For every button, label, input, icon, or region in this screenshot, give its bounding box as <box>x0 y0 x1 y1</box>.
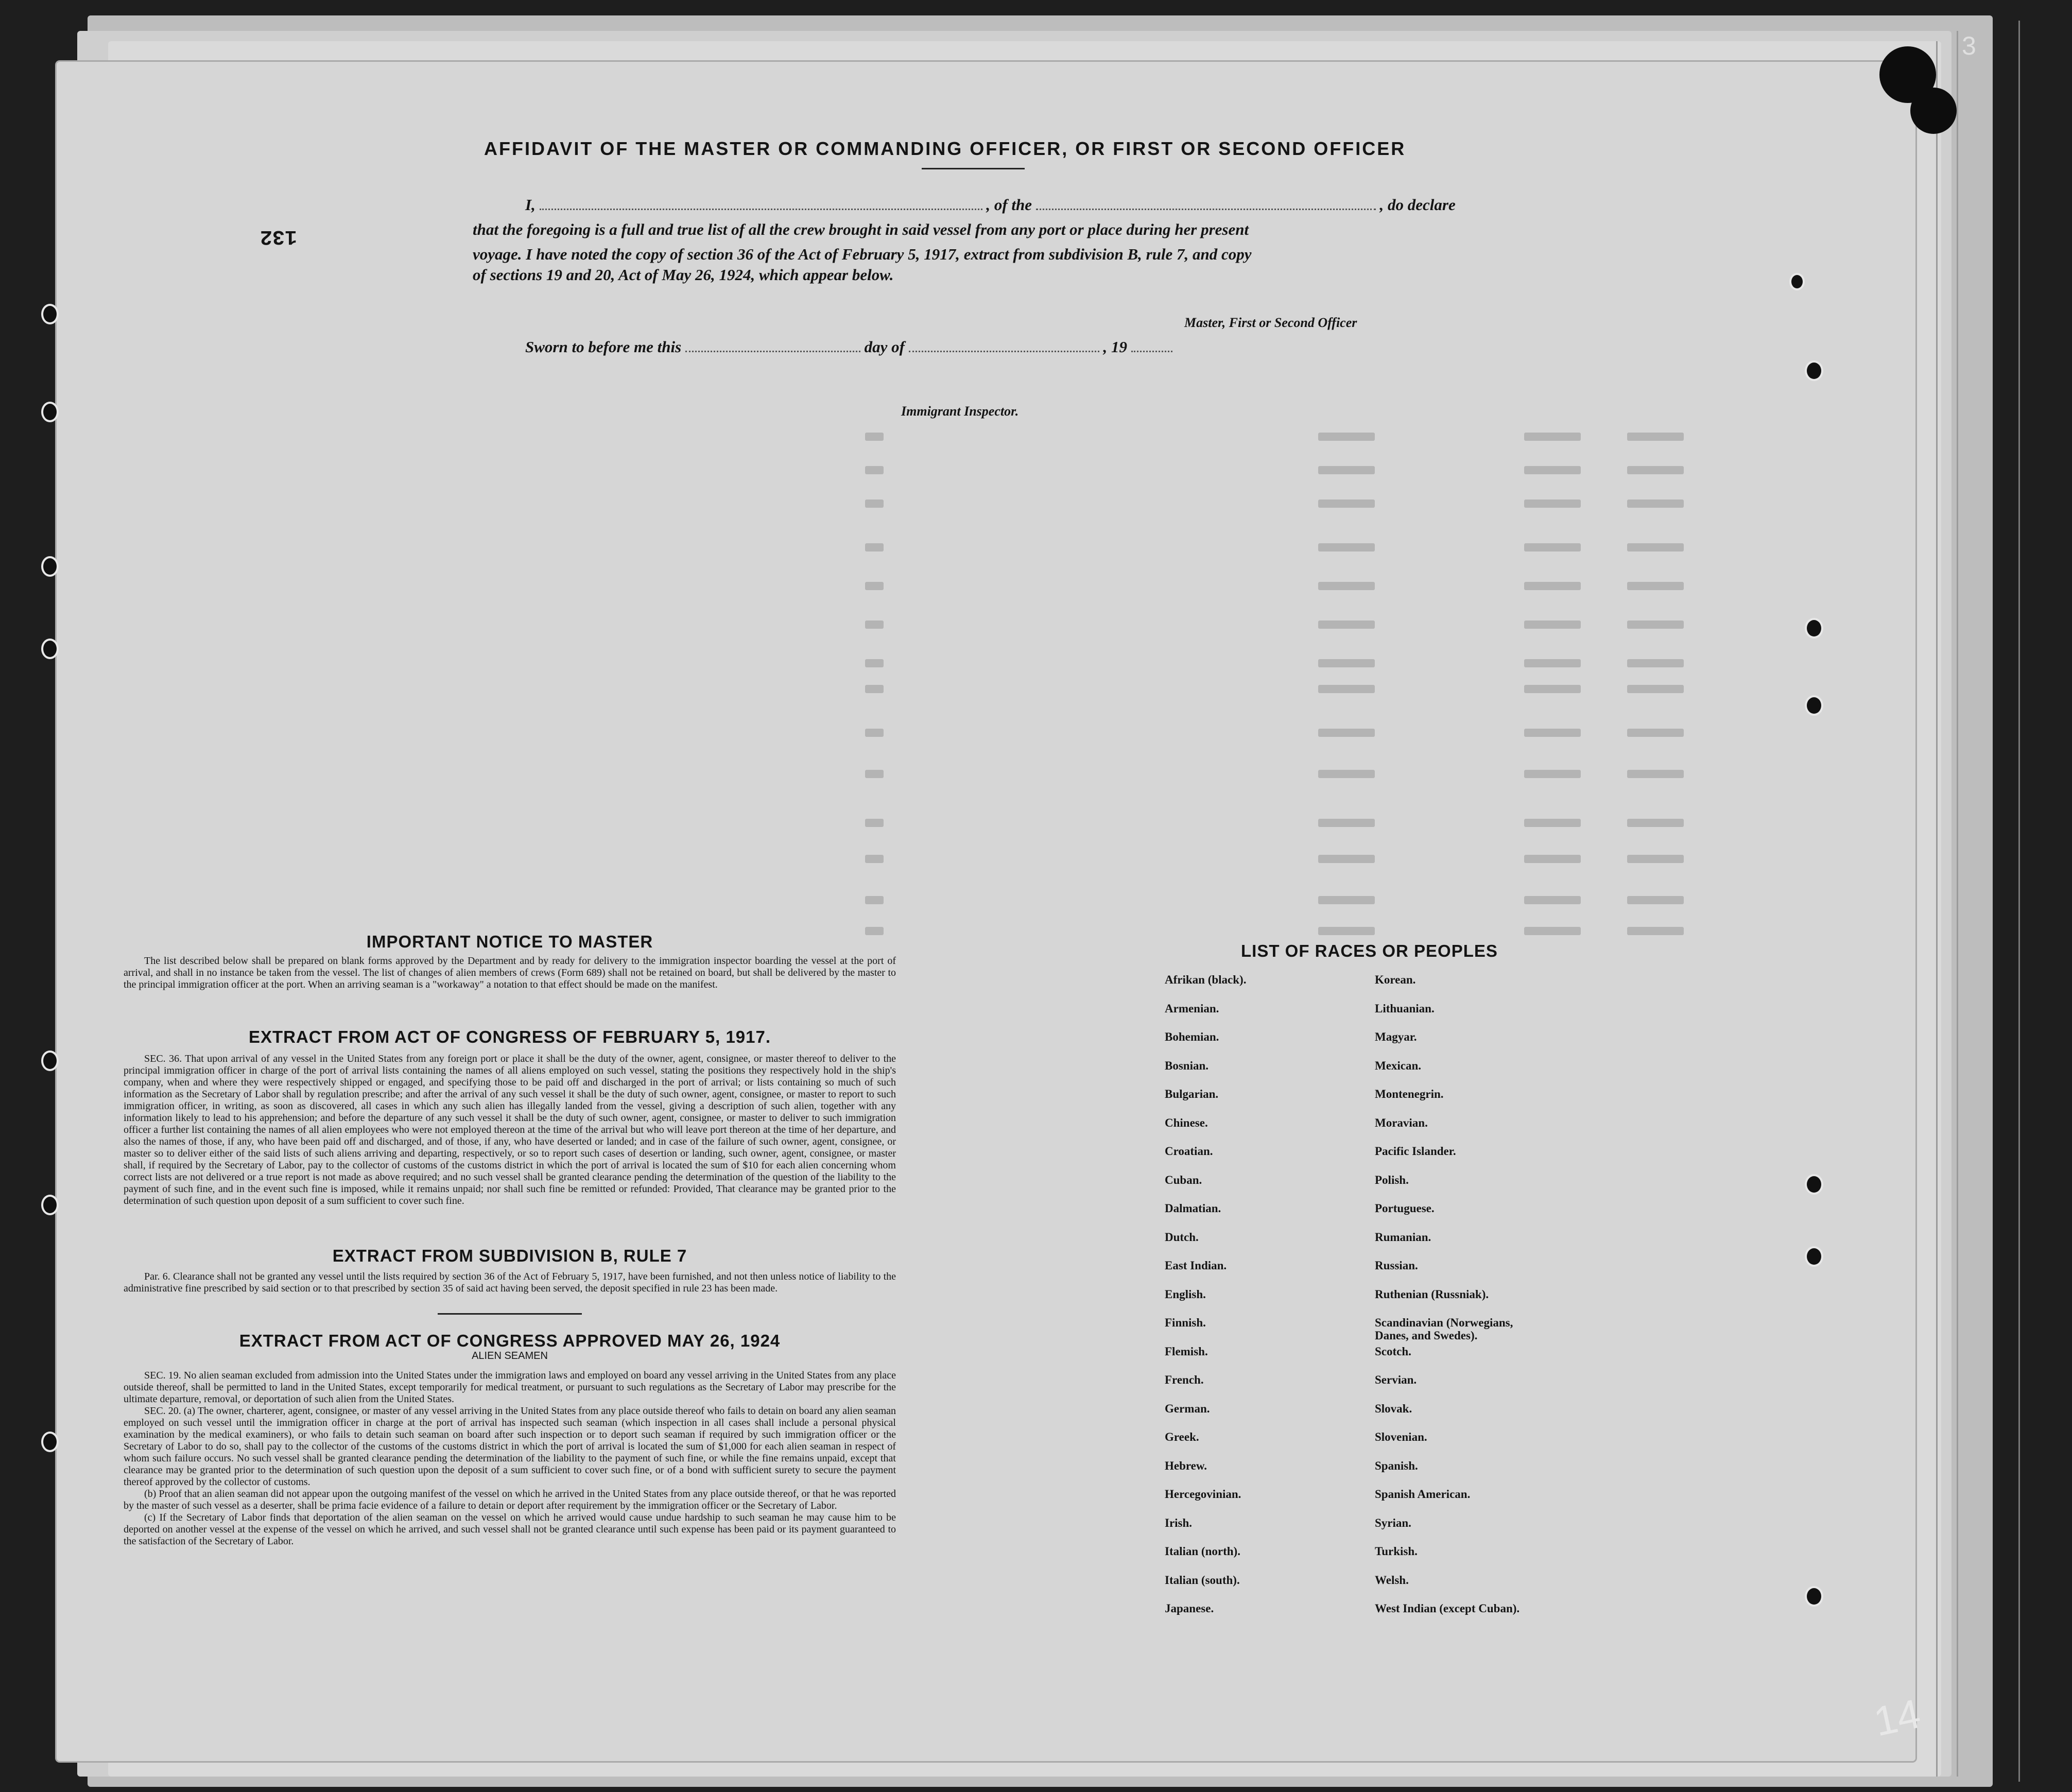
races-title: LIST OF RACES OR PEOPLES <box>1241 941 1498 960</box>
officer-signature-label: Master, First or Second Officer <box>1184 315 1357 330</box>
faded-entry-mark <box>865 543 884 552</box>
punch-hole-icon <box>1805 1246 1823 1267</box>
sec20a-text: SEC. 20. (a) The owner, charterer, agent, consignee, or master of any vessel arriving in the United States from any place outside thereof who fails to detain on board any alien seaman employed on such vessel until the immigration officer in charge at the port of arrival has inspected such seaman (which inspection in all cases shall include a personal physical examination by the medical examiners), or who fails to detain such seaman on board after such inspection or to deport such seaman if required by such immigration officer or the Secretary of Labor to do so, shall pay to the collector of the customs of the customs district in which the port of arrival is located the sum of $1,000 for each alien seaman in respect of whom such failure occurs. No such vessel shall be granted clearance pending the determination of the liability to the payment of such fine, or while the fine remains unpaid, except that clearance may be granted prior to the determination of such question upon the deposit of a sum sufficient to cover such fine, or of a bond with sufficient surety to secure the payment thereof approved by the collector of customs. <box>124 1405 896 1488</box>
extract-1924-body <box>124 1370 896 1547</box>
faded-entry-mark <box>1318 582 1375 590</box>
year-label: , 19 <box>1103 338 1127 356</box>
faded-entry-mark <box>1318 855 1375 863</box>
affidavit-line-4: of sections 19 and 20, Act of May 26, 1924, which appear below. <box>473 266 894 284</box>
faded-entry-mark <box>865 433 884 441</box>
affidavit-line-1 <box>525 196 1456 214</box>
race-item: Spanish. <box>1375 1459 1418 1472</box>
race-item: Dalmatian. <box>1165 1202 1221 1215</box>
declarant-label: I, <box>525 196 536 214</box>
extract-1924-subtitle: ALIEN SEAMEN <box>472 1350 548 1362</box>
rule7-title: EXTRACT FROM SUBDIVISION B, RULE 7 <box>332 1246 687 1265</box>
vessel-label: , of the <box>986 196 1032 214</box>
sworn-day-field[interactable] <box>685 351 860 352</box>
faded-entry-mark <box>1627 685 1684 693</box>
punch-hole-icon <box>1805 618 1823 639</box>
race-item: Afrikan (black). <box>1165 973 1247 986</box>
faded-entry-mark <box>1524 466 1581 474</box>
punch-hole-icon <box>41 304 59 324</box>
sworn-month-field[interactable] <box>909 351 1099 352</box>
race-item: Moravian. <box>1375 1116 1428 1129</box>
punch-hole-icon <box>1805 1586 1823 1607</box>
punch-hole-icon <box>41 1195 59 1215</box>
punch-hole-icon <box>41 1432 59 1452</box>
race-item: Slovenian. <box>1375 1431 1427 1443</box>
faded-entry-mark <box>865 659 884 667</box>
sworn-year-field[interactable] <box>1131 351 1172 352</box>
race-item: Russian. <box>1375 1259 1418 1272</box>
faded-entry-mark <box>865 770 884 778</box>
race-item: East Indian. <box>1165 1259 1227 1272</box>
faded-entry-mark <box>1318 621 1375 629</box>
race-item: Finnish. <box>1165 1316 1206 1329</box>
race-item: Polish. <box>1375 1173 1409 1186</box>
faded-entry-mark <box>1524 543 1581 552</box>
faded-entry-mark <box>1627 466 1684 474</box>
affidavit-line-3: voyage. I have noted the copy of section 36 of the Act of February 5, 1917, extract from subdivision B, rule 7, and copy <box>473 245 1252 263</box>
faded-entry-mark <box>865 582 884 590</box>
punch-hole-icon <box>1805 695 1823 716</box>
extract-1917-body: SEC. 36. That upon arrival of any vessel in the United States from any foreign port or place it shall be the duty of the owner, agent, consignee, or master thereof to deliver to the principal immigration officer in charge of the port of arrival lists containing the names of all aliens employed on such vessel, stating the positions they respectively hold in the ship's company, when and where they were respectively shipped or engaged, and specifying those to be paid off and discharged in the port of arrival; or lists containing so much of such information as the Secretary of Labor shall by regulation prescribe; and after the arrival of any such vessel it shall be the duty of such owner, agent, consignee, or master to report to such immigration officer, in writing, as soon as discovered, all cases in which any such alien has illegally landed from the vessel, giving a description of such alien, together with any information likely to lead to his apprehension; and before the departure of any such vessel it shall be the duty of such owner, agent, consignee, or master to deliver to such immigration officer a further list containing the names of all alien employees who were not employed thereon at the time of the arrival but who will leave port thereon at the time of her departure, and also the names of those, if any, who have been paid off and discharged, and of those, if any, who have deserted or landed; and in case of the failure of such owner, agent, consignee, or master so to deliver either of the said lists of such aliens arriving and departing, respectively, or so to report such cases of desertion or landing, such owner, agent, consignee, or master shall, if required by the Secretary of Labor, pay to the collector of customs of the customs district in which the port of arrival is located the sum of $10 for each alien concerning whom correct lists are not delivered or a true report is not made as above required; and no such vessel shall be granted clearance pending the determination of the question of the liability to the payment of such fine, and in the event such fine is imposed, while it remains unpaid; nor shall such fine be remitted or refunded: Provided, That clearance may be granted prior to the determination of such question upon deposit of a sum sufficient to cover such fine. <box>124 1053 896 1207</box>
race-item: Montenegrin. <box>1375 1088 1444 1100</box>
race-item: Turkish. <box>1375 1545 1418 1558</box>
faded-entry-mark <box>1627 659 1684 667</box>
race-item: Bulgarian. <box>1165 1088 1219 1100</box>
page-edge-line <box>1936 41 1938 1777</box>
page-edge-line <box>1957 31 1958 1777</box>
faded-entry-mark <box>1627 582 1684 590</box>
sec20c-text: (c) If the Secretary of Labor finds that deportation of the alien seaman on the vessel on which he arrived would cause undue hardship to such seaman he may cause him to be deported on another vessel at the expense of the vessel on which he arrived, and such vessel shall not be granted clearance until such expense has been paid or its payment guaranteed to the satisfaction of the Secretary of Labor. <box>124 1512 896 1547</box>
faded-entry-mark <box>1524 819 1581 827</box>
faded-entry-mark <box>865 466 884 474</box>
faded-entry-mark <box>1318 685 1375 693</box>
notice-title: IMPORTANT NOTICE TO MASTER <box>366 932 653 951</box>
race-item: Croatian. <box>1165 1145 1213 1158</box>
faded-entry-mark <box>1524 499 1581 508</box>
faded-entry-mark <box>865 499 884 508</box>
race-item: Flemish. <box>1165 1345 1208 1358</box>
extract-1917-title: EXTRACT FROM ACT OF CONGRESS OF FEBRUARY 5, 1917. <box>248 1027 771 1046</box>
race-item: Servian. <box>1375 1373 1417 1386</box>
notary-seal-icon <box>1910 88 1957 134</box>
faded-entry-mark <box>1318 466 1375 474</box>
faded-entry-mark <box>1627 543 1684 552</box>
race-item: German. <box>1165 1402 1210 1415</box>
faded-entry-mark <box>1524 621 1581 629</box>
race-item: Bosnian. <box>1165 1059 1209 1072</box>
race-item: Korean. <box>1375 973 1416 986</box>
race-item: Irish. <box>1165 1516 1193 1529</box>
faded-entry-mark <box>1318 927 1375 935</box>
extract-1924-title: EXTRACT FROM ACT OF CONGRESS APPROVED MAY 26, 1924 <box>239 1331 781 1350</box>
punch-hole-icon <box>1805 360 1823 381</box>
race-item: Cuban. <box>1165 1173 1202 1186</box>
faded-entry-mark <box>1318 543 1375 552</box>
notice-body: The list described below shall be prepared on blank forms approved by the Department and by ready for delivery to the immigration inspector boarding the vessel at the port of arrival, and shall in no instance be taken from the vessel. The list of changes of alien members of crews (Form 689) shall not be retained on board, but shall be delivered by the master to the principal immigration officer at the port. When an arriving seaman is a "workaway" a notation to that effect should be made on the manifest. <box>124 955 896 990</box>
faded-entry-mark <box>1627 927 1684 935</box>
faded-entry-mark <box>865 685 884 693</box>
faded-entry-mark <box>865 729 884 737</box>
sworn-line <box>525 338 1172 356</box>
faded-entry-mark <box>1627 855 1684 863</box>
punch-hole-icon <box>41 639 59 659</box>
race-item: French. <box>1165 1373 1204 1386</box>
faded-entry-mark <box>1524 659 1581 667</box>
race-item: Greek. <box>1165 1431 1199 1443</box>
faded-entry-mark <box>1318 433 1375 441</box>
faded-entry-mark <box>865 896 884 904</box>
page-edge-line <box>2018 21 2020 1782</box>
day-of-label: day of <box>864 338 905 356</box>
margin-handwritten-mark: 14 <box>1870 1690 1925 1745</box>
title-rule <box>922 168 1025 169</box>
declarant-name-field[interactable] <box>540 209 982 210</box>
race-item: Ruthenian (Russniak). <box>1375 1287 1489 1301</box>
affidavit-title: AFFIDAVIT OF THE MASTER OR COMMANDING OFFICER, OR FIRST OR SECOND OFFICER <box>484 138 1406 159</box>
race-item: Syrian. <box>1375 1516 1411 1529</box>
race-item: Italian (north). <box>1165 1545 1240 1558</box>
faded-entry-mark <box>1524 729 1581 737</box>
faded-entry-mark <box>1627 433 1684 441</box>
race-item: Hebrew. <box>1165 1459 1207 1472</box>
faded-entry-mark <box>1318 499 1375 508</box>
faded-entry-mark <box>1318 896 1375 904</box>
race-item: Chinese. <box>1165 1116 1208 1129</box>
punch-hole-icon <box>41 402 59 422</box>
faded-entry-mark <box>1524 770 1581 778</box>
margin-number: 3 <box>1962 31 1976 60</box>
faded-entry-mark <box>1524 433 1581 441</box>
race-item: Welsh. <box>1375 1573 1409 1587</box>
faded-entry-mark <box>1524 685 1581 693</box>
race-item: Hercegovinian. <box>1165 1488 1241 1501</box>
vessel-name-field[interactable] <box>1036 209 1376 210</box>
stamp-number: 132 <box>260 225 298 248</box>
punch-hole-icon <box>1789 273 1805 290</box>
race-item: Italian (south). <box>1165 1573 1240 1587</box>
faded-entry-mark <box>1627 896 1684 904</box>
rule7-body: Par. 6. Clearance shall not be granted any vessel until the lists required by section 36 of the Act of February 5, 1917, have been furnished, and not then unless notice of liability to the administrative fine prescribed by said section or to that prescribed by section 35 of said act having been served, the deposit specified in rule 23 has been made. <box>124 1271 896 1294</box>
race-item: Spanish American. <box>1375 1488 1471 1501</box>
race-item: Portuguese. <box>1375 1202 1435 1215</box>
race-item: Rumanian. <box>1375 1230 1431 1244</box>
faded-entry-mark <box>865 621 884 629</box>
faded-entry-mark <box>1318 770 1375 778</box>
sworn-label: Sworn to before me this <box>525 338 682 356</box>
declare-label: , do declare <box>1379 196 1456 214</box>
race-item: Lithuanian. <box>1375 1002 1435 1015</box>
race-item: Pacific Islander. <box>1375 1145 1456 1158</box>
race-item: Scandinavian (Norwegians, Danes, and Swedes). <box>1375 1316 1513 1342</box>
faded-entry-mark <box>1524 896 1581 904</box>
faded-entry-mark <box>1318 729 1375 737</box>
section-rule <box>438 1313 582 1315</box>
punch-hole-icon <box>41 556 59 577</box>
faded-entry-mark <box>1524 582 1581 590</box>
race-item: Slovak. <box>1375 1402 1412 1415</box>
faded-entry-mark <box>1318 659 1375 667</box>
race-item: English. <box>1165 1287 1206 1301</box>
affidavit-line-2: that the foregoing is a full and true list of all the crew brought in said vessel from any port or place during her present <box>473 220 1249 238</box>
race-item: Magyar. <box>1375 1030 1417 1043</box>
faded-entry-mark <box>865 819 884 827</box>
sec19-text: SEC. 19. No alien seaman excluded from admission into the United States under the immigration laws and employed on board any vessel arriving in the United States from any place outside thereof, shall be permitted to land in the United States, except temporarily for medical treatment, or pursuant to such regulations as the Secretary of Labor may prescribe for the ultimate departure, removal, or deportation of such alien from the United States. <box>124 1370 896 1405</box>
punch-hole-icon <box>41 1050 59 1071</box>
race-item: West Indian (except Cuban). <box>1375 1602 1520 1615</box>
race-item: Scotch. <box>1375 1345 1411 1358</box>
faded-entry-mark <box>1627 770 1684 778</box>
faded-entry-mark <box>1627 729 1684 737</box>
race-item: Mexican. <box>1375 1059 1422 1072</box>
inspector-signature-label: Immigrant Inspector. <box>901 404 1019 419</box>
race-item: Armenian. <box>1165 1002 1219 1015</box>
punch-hole-icon <box>1805 1174 1823 1195</box>
faded-entry-mark <box>1627 499 1684 508</box>
faded-entry-mark <box>1524 927 1581 935</box>
faded-entry-mark <box>1627 621 1684 629</box>
race-item: Bohemian. <box>1165 1030 1219 1043</box>
race-item: Japanese. <box>1165 1602 1214 1615</box>
faded-entry-mark <box>865 855 884 863</box>
faded-entry-mark <box>1627 819 1684 827</box>
sec20b-text: (b) Proof that an alien seaman did not appear upon the outgoing manifest of the vessel on which he arrived in the United States from any place outside thereof, or that he was reported by the master of such vessel as a deserter, shall be prima facie evidence of a failure to detain or deport after requirement by the immigration officer or the Secretary of Labor. <box>124 1488 896 1511</box>
race-item: Dutch. <box>1165 1230 1199 1244</box>
faded-entry-mark <box>1524 855 1581 863</box>
faded-entry-mark <box>1318 819 1375 827</box>
